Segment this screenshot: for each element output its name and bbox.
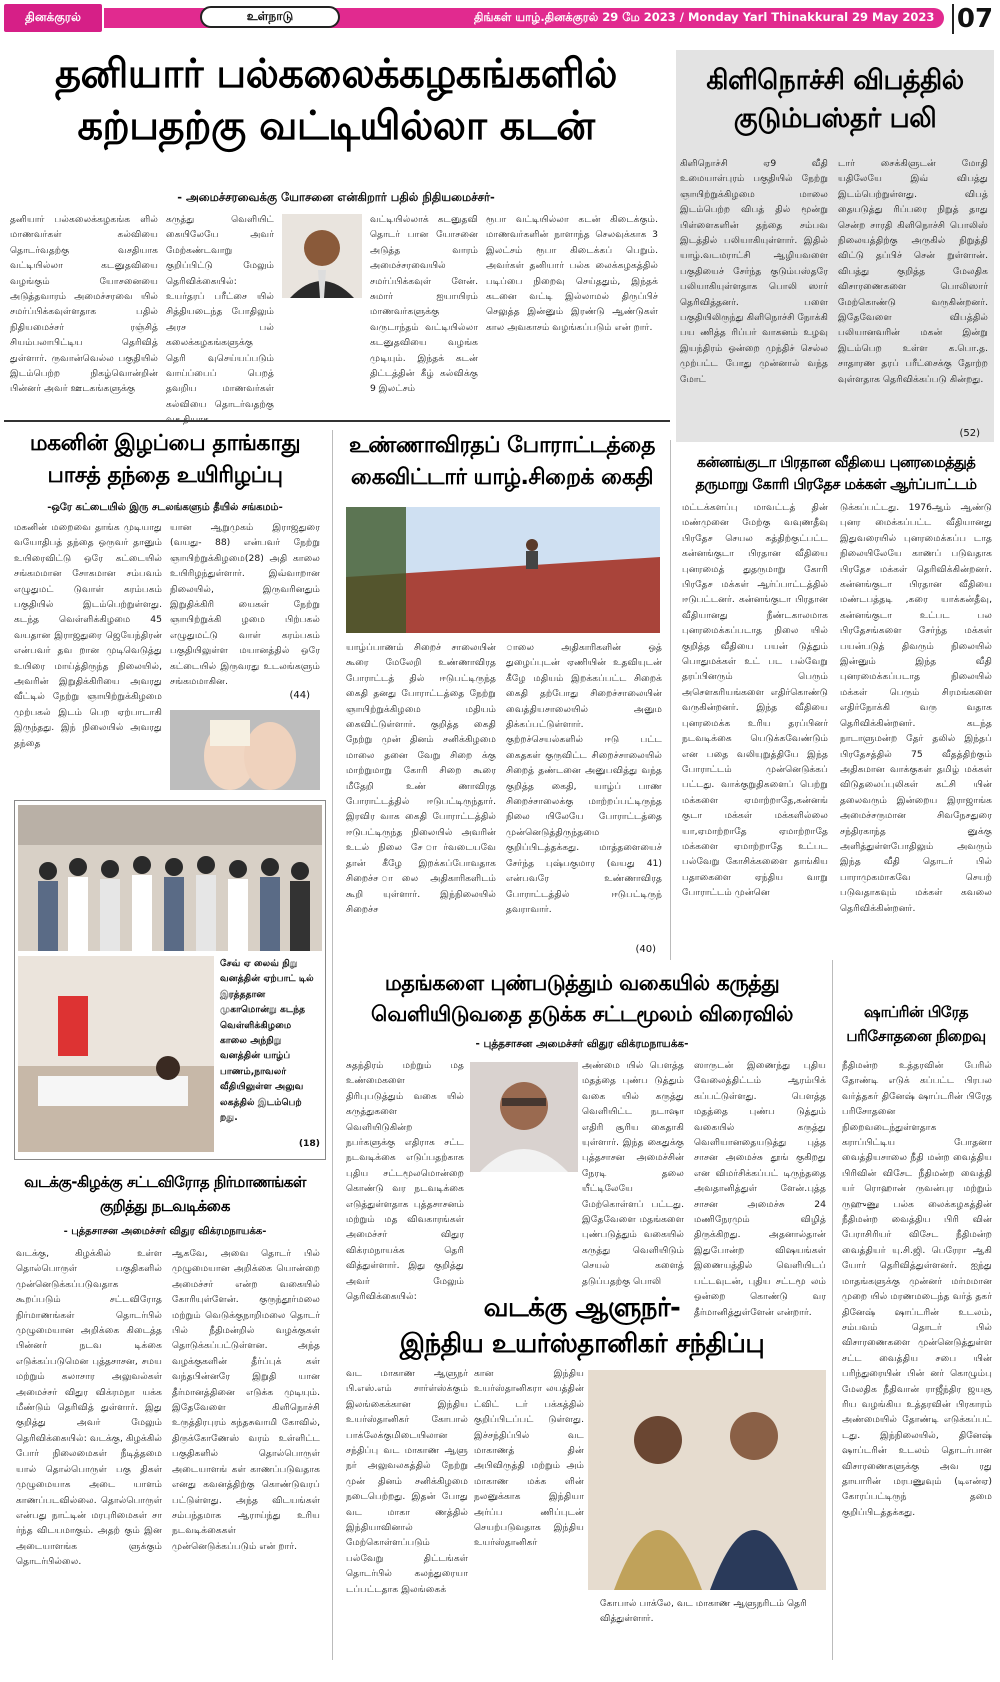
column-rule xyxy=(832,960,833,1660)
loan-headline xyxy=(4,48,668,152)
kilinochchi-headline-line2: குடும்பஸ்தர் பலி xyxy=(733,103,937,134)
religion-subhead: - புத்தசாசன அமைச்சர் விதுர விக்ரமநாயக்க- xyxy=(475,1038,689,1050)
feet-tag-photo xyxy=(170,710,320,790)
person-icon xyxy=(282,214,362,298)
north-subhead: - புத்தசாசன அமைச்சர் விதுர விக்ரமநாயக்க- xyxy=(63,1226,267,1237)
page-number: 07 xyxy=(952,4,996,34)
kilinochchi-headline-line1: கிளிநொச்சி விபத்தில் xyxy=(706,65,964,96)
shafter-headline-line1: ஷாப்ரின் பிரேத xyxy=(863,1003,969,1021)
religion-col-1: சுதந்திரம் மற்றும் மத உண்மைகளை திரிபுபடுத்தும் வகை யில் கருத்துகளை வெளியிடுகின்ற நபர்களுக்கு எதிராக சட்ட நடவடிக்கை எடுப்பதற்காக புதிய சட்டமூலமொன்றை கொண்டு வர நடவடிக்கை எடுத்துள்ளதாக புத்தசாசனம் மற்றும் மத விவகாரங்கள் அமைச்சர் விதுர விக்ரமநாயக்க தெரி வித்துள்ளார். இது குறித்து அவர் மேலும் தெரிவிக்கையில்: xyxy=(346,1060,464,1303)
kannan-headline-line2: தருமாறு கோரி பிரதேச மக்கள் ஆர்ப்பாட்டம் xyxy=(695,477,977,493)
rule xyxy=(4,420,670,422)
hunger-col-1: யாழ்ப்பாணம் சிறைச் சாலையின் கூரை மேலேறி உண்ணாவிரத போராட்டத் தில் ஈடுபட்டிருந்த கைதி தனது போராட்டத்தை நேற்று ஞாயிற்றுக்கிழமை மதியம் கைவிட்டுள்ளார். குறித்த கைதி நேற்று முன் தினம் சனிக்கிழமை மாலை தனை வேறு சிறை க்கு மாற்றுமாறு கோரி சிறை கூரை மீதேறி உண் ணாவிரத போராட்டத்தில் ஈடுபட்டிருந்தார். இரவிர வாக கைதி போராட்டத்தில் ஈடுபட்டிருந்த நிலையில் அவரின் உடல் நிலை சே ார்வடையவே தான் கீழே இறக்கப்போவதாக சிறைச்ச ாலை அதிகாரிகளிடம் கூறி யுள்ளார். இந்நிலையில் சிறைச்ச xyxy=(346,642,496,915)
hunger-headline xyxy=(338,430,666,494)
kannan-headline xyxy=(676,452,996,496)
governor-headline xyxy=(338,1290,826,1362)
governor-meeting-photo xyxy=(588,1370,826,1590)
kilinochchi-col-2: டார் சைக்கிளுடன் மோதி யதிலேயே இவ் விபத்து இடம்பெற்றுள்ளது. விபத் தையடுத்து ரிப்பரை நிறுத் தாது சென்ற சாரதி கிளிநொச்சி பொலிஸ் நிலையத்திற்கு அருகில் நிறுத்தி விட்டு தப்பிச் சென் றுள்ளான். விபத்து குறித்த மேலதிக விசாரணைகளை பொலிஸார் மேற்கொண்டு வருகின்றனர். இதேவேளை விபத்தில் பலியானவரின் மகன் இன்று இடம்பெற உள்ள க.பொ.த. சாதாரண தரப் பரீட்சைக்கு தோற்ற வுள்ளதாக தெரிவிக்கப்படு கின்றது. xyxy=(838,158,988,385)
loan-col-3: வட்டியில்லாக் கடனுதவி தொடர் பான யோசனை அடுத்த வாரம் அமைச்சரவையில் சமர்ப்பிக்கவுள் ளேன். சுமார் ஐயாயிரம் மாணவர்களுக்கு வருடாந்தம் வட்டியில்லா கடனுதவியை வழங்க முடியும். இந்தக் கடன் திட்டத்தின் கீழ் கல்விக்கு 9 இலட்சம் xyxy=(370,214,478,395)
north-headline-line1: வடக்கு-கிழக்கு சட்டவிரோத நிர்மாணங்கள் xyxy=(24,1173,306,1191)
group-photo xyxy=(18,805,322,951)
hunger-headline-line2: கைவிட்டார் யாழ்.சிறைக் கைதி xyxy=(350,465,654,490)
loan-col-1: தனியார் பல்கலைக்கழகங்க ளில் மாணவர்கள் கல்வியை தொடர்வதற்கு வசதியாக வட்டியில்லா கடனுதவியை வழங்கும் யோசனையை அடுத்தவாரம் அமைச்சரவை யில் சமர்ப்பிக்கவுள்ளதாக பதில் நிதியமைச்சர் ரஞ்சித் சியம்பலாபிட்டிய தெரிவித் துள்ளார். ருவான்வெல்ல பகுதியில் இடம்பெற்ற நிகழ்வொன்றின் பின்னர் அவர் ஊடகங்களுக்கு xyxy=(10,214,158,395)
feet-icon xyxy=(170,710,320,790)
governor-headline-line1: வடக்கு ஆளுநர்- xyxy=(483,1293,681,1323)
prison-roof-photo xyxy=(346,507,660,633)
north-headline xyxy=(4,1170,326,1218)
issue-date: திங்கள் யாழ்.தினக்குரல் 29 மே 2023 / Monday Yarl Thinakkural 29 May 2023 xyxy=(474,10,935,24)
loan-col-4: ரூபா வட்டியில்லா கடன் கிடைக்கும். மாணவர்களின் நாளாந்த செலவுக்காக 3 இலட்சம் ரூபா கிடைக்கப் பெறும். அவர்கள் தனியார் பல்க லைக்கழகத்தில் படிப்பை நிறைவு செய்ததும், இந்தக் கடனை வட்டி இல்லாமல் திருப்பிச் செலுத்த இன்னும் இரண்டு ஆண்டுகள் கால அவகாசம் வழங்கப்படும் என் றார். xyxy=(486,214,658,333)
loan-headline-line1: தனியார் பல்கலைக்கழகங்களில் xyxy=(54,51,618,97)
kannan-headline-line1: கன்னங்குடா பிரதான வீதியை புனரமைத்துத் xyxy=(696,455,976,471)
column-rule xyxy=(670,440,671,960)
father-col-1: மகனின் மறைவை தாங்க முடியாது வயோதிபத் தந்தை ஒருவர் தானும் உயிரைவிட்டு ஒரே கட்டையில் சங்கமமான சோகமான சம்பவம் எழுதுமட் டுவாள் கரம்பகம் பகுதியில் இடம்பெற்றுள்ளது. கடந்த வெள்ளிக்கிழமை 45 வயதான இராஜதுரை ஜெயேந்திரன் என்பவர் தவ றான முடிவெடுத்து உயிரை மாய்த்திருந்த நிலையில், அவரின் இறுதிக்கிரியை அவரது வீட்டில் நேற்று ஞாயிற்றுக்கிழமை முற்பகல் இடம் பெற ஏற்பாடாகி இருந்தது. இந் நிலையில் அவரது தந்தை xyxy=(14,522,162,749)
newspaper-logo: தினக்குரல் xyxy=(4,4,102,32)
kannan-col-1: மட்டக்களப்பு மாவட்டத் தின் மண்முனை மேற்கு வவுணதீவு பிரதேச செயல கத்திற்குட்பட்ட கன்னங்குடா பிரதான வீதியை புனரமைத் துதருமாறு கோரி பிரதேச மக்கள் ஆர்ப்பாட்டத்தில் ஈடுபட்டனர். கன்னங்குடா பிரதான வீதியானது நீண்டகாலமாக புனரமைக்கப்படாத நிலை யில் குறித்த வீதியை பயன் டுத்தும் பொதுமக்கள் உட் பட பல்வேறு தரப்பினரும் பெரும் அசௌகரியங்களை எதிர்கொண்டு வருகின்றனர். இந்த வீதியை புனரமைக்க உரிய தரப்பினர் நடவடிக்கை யெடுக்கவேண்டும் என பதை வலியுறுத்தியே இந்த போராட்டம் முன்னெடுக்கப் பட்டது. வாக்குறுதிகளைப் பெற்று மக்களை ஏமாற்றாதே,கன்னங் குடா மக்கள் மக்களில்லை யா,ஏமாற்றாதே ஏமாற்றாதே மக்களை ஏமாற்றாதே உட்பட பல்வேறு கோசிக்களைை தாங்கிய பதாகைளை ஏந்திய வாறு போராட்டம் முன்னெ xyxy=(682,502,828,899)
blood-camp-caption: சேவ் ஏ லைவ் நிறு வனத்தின் ஏற்பாட் டில் இரத்ததான முகாமொன்று கடந்த வெள்ளிக்கிழமை காலை அந்நிறு வனத்தின் யாழ்ப் பாணம்,நாவலர் வீதியிலுள்ள அலுவ லகத்தில் இடம்பெற் றது. xyxy=(220,958,314,1124)
father-col-2: யான ஆறுமுகம் இராஜதுரை (வயது- 88) என்பவர் நேற்று ஞாயிற்றுக்கிழமை(28) அதி காலை உயிரிழந்துள்ளார். இவ்வாறான நிலையில், இருவரினதும் இறுதிக்கிரி யைகள் நேற்று ஞாயிற்றுக்கி ழமை பிற்பகல் எழுதுமட்டு வாள் கரம்பகம் பகுதியிலுள்ள மயானத்தில் ஒரே கட்டையில் இருவரது உடலங்களும் சங்கமமாகின. xyxy=(170,522,320,688)
father-headline xyxy=(4,428,326,492)
north-headline-line2: குறித்து நடவடிக்கை xyxy=(100,1197,230,1215)
governor-col-2: கான இந்திய உயர்ஸ்தானிகரா லயத்தின் ட்விட் டர் பக்கத்தில் குறிப்பிடப்பட் டுள்ளது. இச்சந்திப்பில் வட மாகாணத் தின் அபிவிருத்தி மற்றும் அம் மாகாண மக்க ளின் நலனுக்காக இந்தியா அர்ப்ப ணிப்புடன் செயற்படுவதாக இந்திய உயர்ஸ்தானிகர் xyxy=(474,1368,584,1549)
hunger-code: (40) xyxy=(635,944,656,955)
buddhasasana-minister-photo xyxy=(470,1062,578,1172)
roof-icon xyxy=(346,507,660,633)
two-people-icon xyxy=(588,1370,826,1590)
shafter-headline xyxy=(836,1000,996,1048)
kilinochchi-code: (52) xyxy=(959,428,980,439)
column-rule xyxy=(332,430,333,1660)
governor-col-1: வட மாகாண ஆளுநர் பி.எஸ்.எம் சார்ள்ஸ்க்கும் இலங்கைக்கான இந்திய உயர்ஸ்தானிகர் கோபால் பாக்லேக்குமிடையிலான சந்திப்பு வட மாகாண ஆளு நர் அலுவலகத்தில் நேற்று முன் தினம் சனிக்கிழமை நடைபெற்றது. இதன் போது வட மாகா ணத்தில் இந்தியாவினால் மேற்கொள்ளப்படும் பல்வேறு திட்டங்கள் தொடர்பில் கலந்துரையா டப்பட்டதாக இலங்கைக் xyxy=(346,1368,468,1595)
shafter-col-1: நீதிமன்ற உத்தரவின் பேரில் தோண்டி எடுக் கப்பட்ட பிரபல வர்த்தகர் தினேஷ் ஷாப்டரின் பிரேத பரிசோதனை நிறைவடைந்துள்ளதாக கராப்பிட்டிய போதனா வைத்தியசாலை நீதி மன்ற வைத்திய பிரிவின் விசேட நீதிமன்ற வைத்தி யர் ரொஹான் ருவன்புர மற்றும் ருஹுணு பல்க லைக்கழகத்தின் நீதிமன்ற வைத்திய பிரி வின் பேராசிரியர் விசேட நீதிமன்ற வைத்தியர் யு.சி.ஜி. பெரேரா ஆகி யோர் தெரிவித்துள்ளனர். ஐந்து மாதங்களுக்கு முன்னர் மர்மமான முறை யில் மரணமடைந்த வர்த் தகர் தினேஷ் ஷாப்டரின் உடலம், சம்பவம் தொடர் பில் விசாரணைகளை முன்னெடுத்துள்ள சட்ட வைத்திய சபை யின் பரிந்துரையின் பின் னர் கொழும்பு மேலதிக நீதிவான் ராஜீந்திர ஜயசூ ரிய வழங்கிய உத்தரவின் பிரகாரம் அண்மையில் தோண்டி எடுக்கப்பட் டது. இந்நிலையில், தினேஷ் ஷாப்டரின் உடலம் தொடர்பான விசாரணைகளுக்கு அவ ரது தாயாரின் மரபணுவும் (டிஎன்ஏ) கோரப்பட்டிருந் தமை குறிப்பிடத்தக்கது. xyxy=(842,1060,992,1518)
section-label: உள்நாடு xyxy=(200,6,340,28)
religion-headline xyxy=(338,968,826,1030)
hospital-bed-icon xyxy=(18,956,214,1152)
religion-headline-line2: வெளியிடுவதை தடுக்க சட்டமூலம் விரைவில் xyxy=(371,1002,793,1026)
loan-col-2: கருத்து வெளியிட் கையிலேயே அவர் மேற்கண்டவாறு குறிப்பிட்டு மேலும் தெரிவிக்கையில்: உயர்தரப் பரீட்சை யில் சித்தியடைந்த போதிலும் அரச பல் கலைக்கழகங்களுக்கு தெரி வுசெய்யப்படும் வாய்ப்பைப் பெறத் தவறிய மாணவர்கள் கல்வியை தொடர்வதற்கு xyxy=(166,214,274,410)
north-col-1: வடக்கு, கிழக்கில் உள்ள தொல்பொருள் பகுதிகளில் முன்னெடுக்கப்படுவதாக கூறப்படும் சட்டவிரோத நிர்மாணங்கள் தொடர்பில் முழுமையான அறிக்கை கிடைத்த பின்னர் நடவ டிக்கை எடுக்கப்படுமென புத்தசாசன, சமய மற்றும் கலாசார அலுவல்கள் அமைச்சர் விதுர விக்ரமநா யக்க மீண்டும் தெரிவித் துள்ளார். இது குறித்து அவர் மேலும் தெரிவிக்கையில்: வடக்கு, கிழக்கில் போர் நிலைமைகள் நீடித்தமை யால் தொல்பொருள் பகு திகள் முழுமையாக அடை யாளம் காணப்படவில்லை. தொல்பொருள் என்பது நாட்டின் மரபுரிமைகள் சா ர்ந்த விடயமாகும். அதற் கும் இன அடையாளங்க ளுக்கும் தொடர்பில்லை. xyxy=(16,1248,162,1568)
loan-subhead: - அமைச்சரவைக்கு யோசனை என்கிறார் பதில் நிதியமைச்சர்- xyxy=(177,190,495,204)
north-col-2: ஆகவே, அவை தொடர் பில் முழுமையான அறிக்கை யொன்றை அமைச்சர் என்ற வகையில் கோரியுள்ளேன். குருந்தூர்மலை மற்றும் வெடுக்குநாறிமலை தொடர் பில் நீதிமன்றில் வழக்குகள் தொடுக்கப்பட்டுள்ளன. அந்த வழக்குகளின் தீர்ப்புக் கள் வந்தபின்னரே இறுதி யான தீர்மானத்தினை எடுக்க முடியும். இதேவேளை கிளிநொச்சி உருத்திரபுரம் கந்தசுவாமி கோவில், திருக்கோணேஸ் வரம் உள்ளிட்ட பகுதிகளில் தொல்பொருள் அடையாளங் கள் காணப்படுவதாக எனது கவனத்திற்கு கொண்டுவரப் பட்டுள்ளது. அந்த விடயங்கள் சம்பந்தமாக ஆராய்ந்து உரிய நடவடிக்கைகள் முன்னெடுக்கப்படும் என் றார். xyxy=(172,1248,320,1552)
blood-camp-code: (18) xyxy=(298,1138,320,1149)
loan-headline-line2: கற்பதற்கு வட்டியில்லா கடன் xyxy=(77,103,595,149)
person-icon xyxy=(470,1062,578,1172)
governor-photo-caption: கோபால் பாக்லே, வட மாகாண ஆளுநரிடம் தெரி வித்துள்ளார். xyxy=(600,1598,807,1625)
blood-donor-photo xyxy=(18,956,214,1152)
kilinochchi-headline xyxy=(676,62,994,138)
father-subhead: -ஒரே கட்டையில் இரு சடலங்களும் தீயில் சங்கமம்- xyxy=(47,502,283,513)
kilinochchi-col-1: கிளிநொச்சி ஏ9 வீதி உமையாள்புரம் பகுதியில் நேற்று ஞாயிற்றுக்கிழமை மாலை இடம்பெற்ற விபத் தில் மூன்று பிள்ளைகளின் தந்தை சம்பவ இடத்தில் பலியாகியுள்ளார். இதில் யாழ்.வடமராட்சி ஆழியவளை பகுதியைச் சேர்ந்த குடும்பஸ்தரே பலியாகியுள்ளதாக பொலி ஸார் தெரிவித்தனர். பளை பகுதியிலிருந்து கிளிநொச்சி நோக்கி பய ணித்த ரிப்பர் வாகனம் உழவு இயந்திரம் ஒன்றை முந்திச் செல்ல முற்பட்ட போது முன்னால் வந்த மோட் xyxy=(680,158,828,385)
religion-headline-line1: மதங்களை புண்படுத்தும் வகையில் கருத்து xyxy=(384,971,780,995)
hunger-headline-line1: உண்ணாவிரதப் போராட்டத்தை xyxy=(348,433,656,458)
shafter-headline-line2: பரிசோதனை நிறைவு xyxy=(846,1027,986,1045)
religion-col-3: ஸாருடன் இணைந்து புதிய வேலைத்திட்டம் ஆரம்பிக் கப்பட்டுள்ளது. பௌத்த மதத்தை புண்ப டுத்தும் வகையில் கருத்து வெளியானதையடுத்து புத்த சாசன அமைச்சு தூங் குகிறது என விமர்சிக்கப்பட் டிருந்ததை அவதானித்துள் ளேன்.புத்த சாசன அமைச்சு 24 மணிநேரமும் விழித் திருக்கிறது. அதனால்தான் இதுபோன்ற விஷயங்கள் இணையத்தில் வெளியிடப் பட்டவுடன், புதிய சட்டமூ லம் ஒன்றை கொண்டு வர தீர்மானித்துள்ளேன் என்றார். xyxy=(694,1060,826,1318)
father-code: (44) xyxy=(289,690,310,701)
father-headline-line1: மகனின் இழப்பை தாங்காது xyxy=(29,431,301,456)
governor-headline-line2: இந்திய உயர்ஸ்தானிகர் சந்திப்பு xyxy=(399,1329,765,1359)
group-people-icon xyxy=(18,805,322,951)
minister-photo xyxy=(282,214,362,298)
father-headline-line2: பாசத் தந்தை உயிரிழப்பு xyxy=(47,463,283,488)
religion-col-2: அண்மை யில் பௌத்த மதத்தை புண்ப டுத்தும் வகை யில் கருத்து வெளியிட்ட நடாஷா எதிரி சூரிய கைதாகி யுள்ளார். இந்த கைதுக்கு புத்தசாசன அமைச்சின் நேரடி தலை யீட்டிலேயே மேற்கொள்ளப் பட்டது. இதேவேளை மதங்களை புண்படுத்தும் வகையில் கருத்து வெளியிடும் செயல் களைத் தடுப்பதற்கு பொலி xyxy=(582,1060,684,1287)
masthead xyxy=(4,4,996,36)
hunger-col-2: ாலை அதிகாரிகளின் ஒத் துழைப்புடன் ஏணியின் உதவியுடன் கீழே மதியம் இறக்கப்பட்ட சிறைக் கைதி தற்போது சிறைச்சாலையின் வைத்தியசாலையில் அனும திக்கப்பட்டுள்ளார். குற்றச்செயல்களில் ஈடு பட்ட கைதகள் குருவிட்ட சிறைச்சாலையில் சிறைத் தண்டனை அனுபவித்து வந்த குறித்த கைதி, யாழ்ப் பாண சிறைச்சாலைக்கு மாற்றப்பட்டிருந்த நிலை யிலேயே போராட்டத்தை முன்னெடுத்திருந்தமை குறிப்பிடத்தக்கது. மாத்தளையைச் சேர்ந்த புஷ்பகுமார (வயது 41) என்பவரே உண்ணாவிரத போராட்டத்தில் ஈடுபட்டிருந் தவராவார். xyxy=(506,642,662,915)
kannan-col-2: டுக்கப்பட்டது. 1976ஆம் ஆண்டு புனர மைக்கப்பட்ட வீதியானது இதுவரையில் புனரமைக்கப்ப டாத நிலையிலேயே காணப் படுவதாக பிரதேச மக்கள் தெரிவிக்கின்றனர். கன்னங்குடா பிரதான வீதியை மண்டபத்தடி ,கரை யாக்கன்தீவு, கன்னங்குடா உட்பட பல பிரதேசங்களை சேர்ந்த மக்கள் பயன்படுத் திவரும் நிலையில் இன்னும் இந்த வீதி புனரமைக்கப்படாத நிலையில் மக்கள் பெரும் சிரமங்களை எதிர்நோக்கி வரு வதாக தெரிவிக்கின்றனர். கடந்த நாடாளுமன்ற தேர் தலில் இந்தப் பிரதேசத்தில் 75 வீதத்திற்கும் அதிகமான வாக்குகள் தமிழ் மக்கள் விடுதலைப்புலிகள் கட்சி யின் தலைவரும் இன்றைய இராஜாங்க அமைச்சருமான சிவநேசதுரை சந்திரகாந்த னுக்கு அளித்துள்ளபோதிலும் அவரும் இந்த வீதி தொடர் பில் பாராமுகமாகவே செயற் படுவதாகவும் மக்கள் கவலை தெரிவிக்கின்றனர். xyxy=(840,502,992,914)
